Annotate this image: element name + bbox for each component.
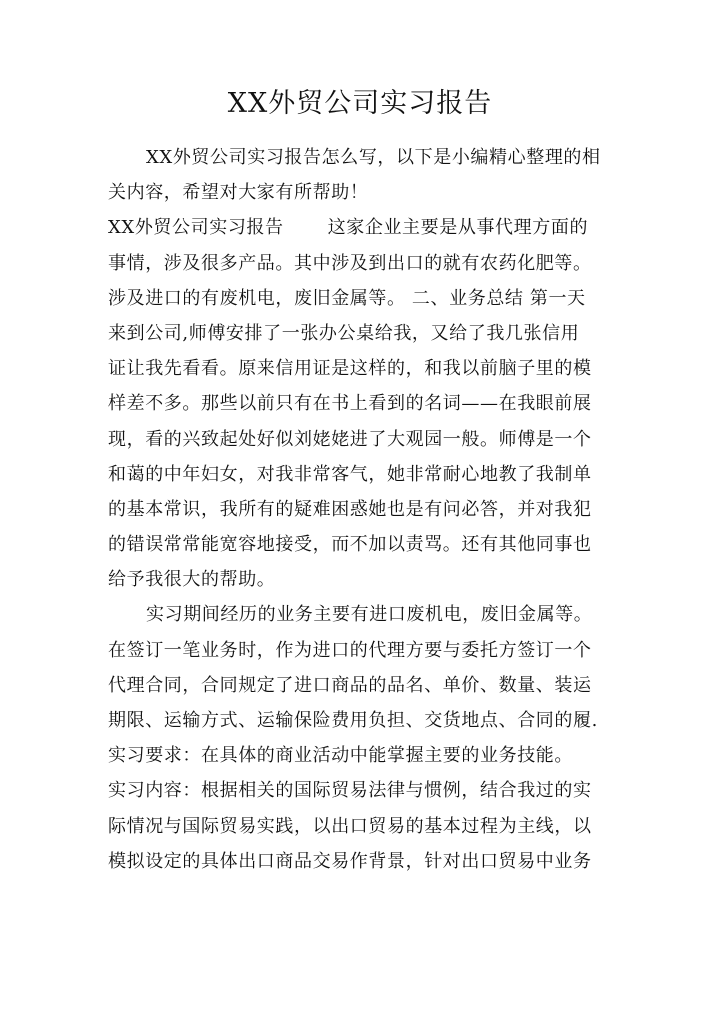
paragraph-line: 实习期间经历的业务主要有进口废机电，废旧金属等。 [146,604,593,626]
paragraph-line: 样差不多。那些以前只有在书上看到的名词——在我眼前展 [108,393,592,415]
paragraph-line: 涉及进口的有废机电，废旧金属等。 二、业务总结 第一天 [108,287,586,309]
paragraph-line [108,210,618,245]
paragraph-text: 这家企业主要是从事代理方面的 [327,217,589,239]
paragraph-line: 证让我先看看。原来信用证是这样的，和我以前脑子里的模 [108,358,592,380]
paragraph-line: 实习要求：在具体的商业活动中能掌握主要的业务技能。 [108,745,573,767]
paragraph-line: 和蔼的中年妇女，对我非常客气，她非常耐心地教了我制单 [108,463,592,485]
paragraph-line: 际情况与国际贸易实践，以出口贸易的基本过程为主线，以 [108,815,592,837]
paragraph-line: 代理合同，合同规定了进口商品的品名、单价、数量、装运 [108,674,592,696]
paragraph-line: 实习内容：根据相关的国际贸易法律与惯例，结合我过的实 [108,780,592,802]
paragraph-line: 期限、运输方式、运输保险费用负担、交货地点、合同的履. [108,710,598,731]
document-body [108,140,618,879]
document-title: XX外贸公司实习报告 [227,88,493,119]
paragraph-line: 在签订一笔业务时，作为进口的代理方要与委托方签订一个 [108,639,592,661]
paragraph-line: 给予我很大的帮助。 [108,569,276,591]
paragraph-line: 模拟设定的具体出口商品交易作背景，针对出口贸易中业务 [108,850,592,872]
paragraph-line: XX外贸公司实习报告怎么写，以下是小编精心整理的相 [146,147,601,168]
paragraph-line: 的错误常常能宽容地接受，而不加以责骂。还有其他同事也 [108,534,592,556]
inline-heading: XX外贸公司实习报告 [108,217,284,239]
paragraph-line: 的基本常识，我所有的疑难困惑她也是有问必答，并对我犯 [108,498,592,520]
paragraph-line: 关内容，希望对大家有所帮助！ [108,182,369,204]
paragraph-line: 现，看的兴致起处好似刘姥姥进了大观园一般。师傅是一个 [108,428,592,450]
paragraph-line: 事情，涉及很多产品。其中涉及到出口的就有农药化肥等。 [108,252,592,274]
paragraph-line: 来到公司,师傅安排了一张办公桌给我，又给了我几张信用 [108,322,580,344]
